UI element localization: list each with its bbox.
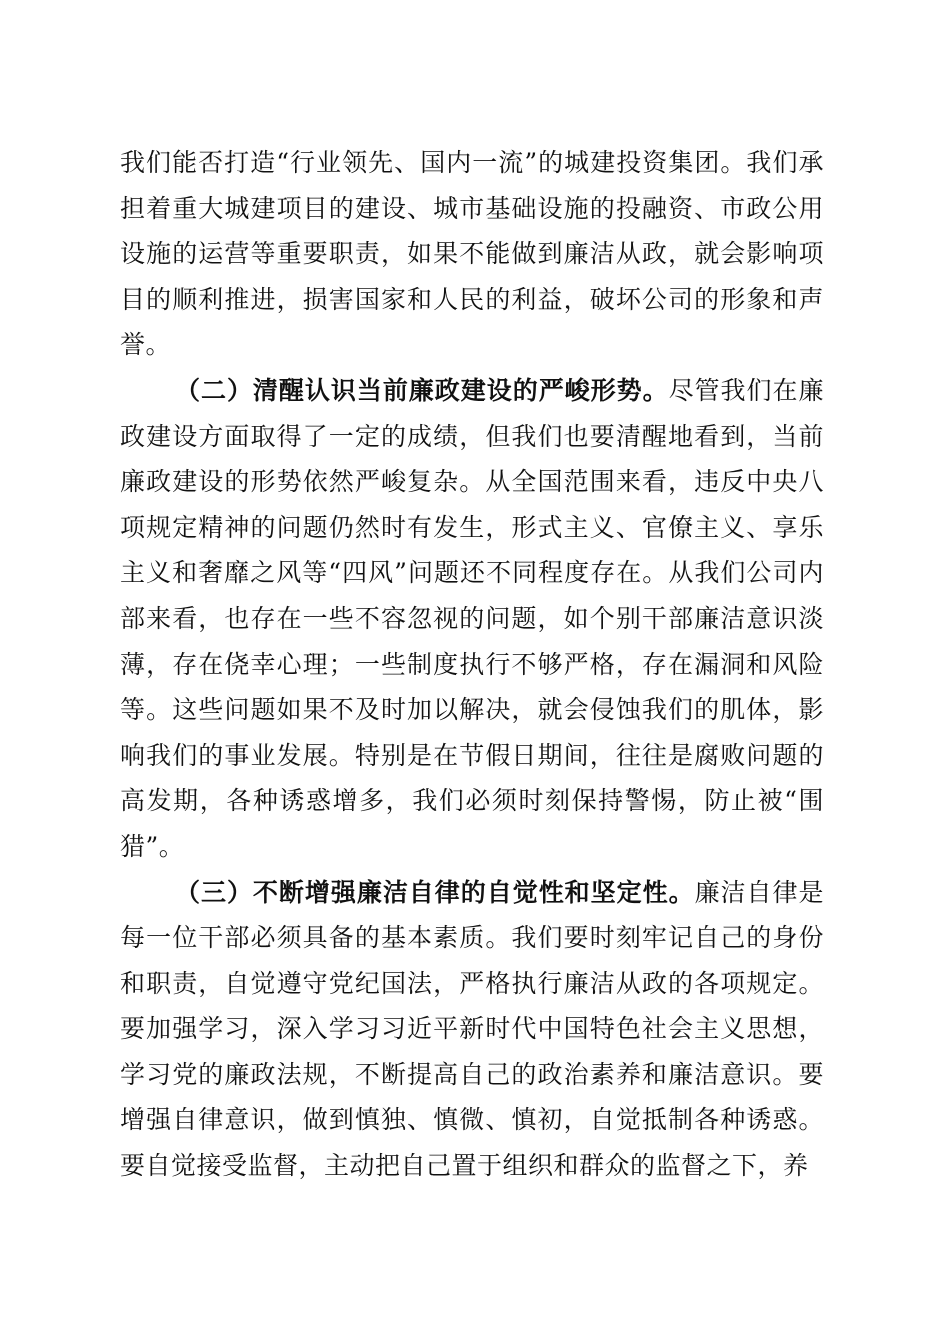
paragraph-3-text: 廉洁自律是每一位干部必须具备的基本素质。我们要时刻牢记自己的身份和职责，自觉遵守党纪国法，严格执行廉洁从政的各项规定。要加强学习，深入学习习近平新时代中国特色社会主义思想，学习党的廉政法规，不断提高自己的政治素养和廉洁意识。要增强自律意识，做到慎独、慎微、慎初，自觉抵制各种诱惑。要自觉接受监督，主动把自己置于组织和群众的监督之下，养 <box>120 877 824 1181</box>
paragraph-section-two <box>120 368 824 870</box>
paragraph-1-text: 我们能否打造“行业领先、国内一流”的城建投资集团。我们承担着重大城建项目的建设、城市基础设施的投融资、市政公用设施的运营等重要职责，如果不能做到廉洁从政，就会影响项目的顺利推进，损害国家和人民的利益，破坏公司的形象和声誉。 <box>120 148 824 360</box>
document-body <box>120 140 824 1189</box>
section-two-heading: （二）清醒认识当前廉政建设的严峻形势。 <box>175 375 669 405</box>
paragraph-continuation <box>120 140 824 368</box>
paragraph-2-text: 尽管我们在廉政建设方面取得了一定的成绩，但我们也要清醒地看到，当前廉政建设的形势依然严峻复杂。从全国范围来看，违反中央八项规定精神的问题仍然时有发生，形式主义、官僚主义、享乐主义和奢靡之风等“四风”问题还不同程度存在。从我们公司内部来看，也存在一些不容忽视的问题，如个别干部廉洁意识淡薄，存在侥幸心理；一些制度执行不够严格，存在漏洞和风险等。这些问题如果不及时加以解决，就会侵蚀我们的肌体，影响我们的事业发展。特别是在节假日期间，往往是腐败问题的高发期，各种诱惑增多，我们必须时刻保持警惕，防止被“围猎”。 <box>120 375 824 861</box>
paragraph-section-three <box>120 870 824 1189</box>
section-three-heading: （三）不断增强廉洁自律的自觉性和坚定性。 <box>175 877 695 907</box>
